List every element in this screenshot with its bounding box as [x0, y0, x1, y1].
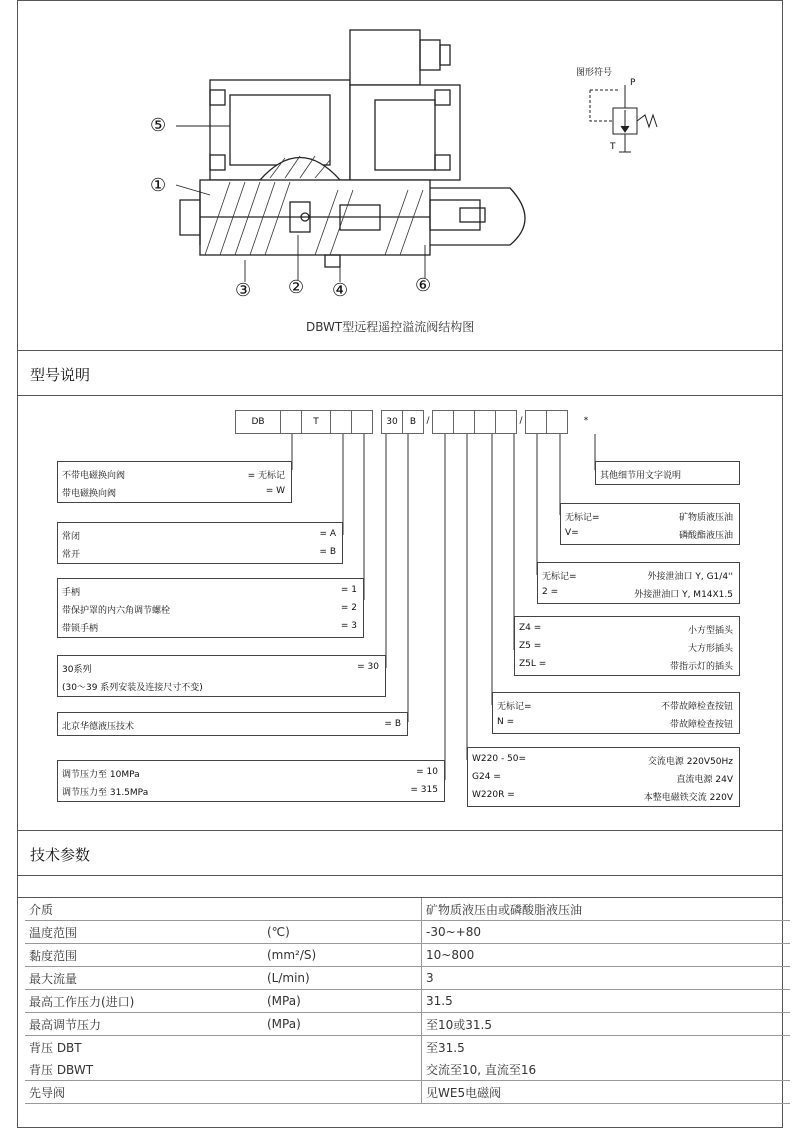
option-label: Z5 =: [519, 641, 542, 651]
code-slash: /: [519, 416, 523, 426]
callout-6: ⑥: [415, 275, 432, 296]
param-unit: (L/min): [263, 967, 422, 990]
model-section-title: 型号说明: [30, 366, 91, 384]
symbol-port-t: T: [610, 142, 616, 152]
option-group-series: [57, 655, 386, 697]
option-label: 带电磁换向阀: [62, 489, 117, 499]
param-name: 介质: [25, 898, 263, 921]
option-group-plug: [514, 616, 740, 676]
option-label: 手柄: [62, 588, 81, 598]
option-group-normal-state: [57, 522, 343, 564]
param-name: 背压 DBWT: [25, 1058, 263, 1081]
option-label: 30系列: [62, 665, 92, 675]
table-row: [25, 967, 790, 990]
callout-3: ③: [235, 280, 252, 301]
option-value: = B: [319, 547, 336, 557]
option-value: = 315: [410, 785, 438, 795]
option-value: = B: [384, 719, 401, 729]
option-label: G24 =: [472, 772, 501, 782]
option-value: 不带故障检查按钮: [660, 702, 733, 712]
option-group-power: [467, 747, 740, 807]
option-value: 大方形插头: [687, 644, 733, 654]
param-name: 最高调节压力: [25, 1013, 263, 1036]
table-row: [25, 1036, 790, 1059]
diagram-caption: DBWT型远程遥控溢流阀结构图: [306, 320, 475, 334]
param-unit: (MPa): [263, 1013, 422, 1036]
param-value: 至31.5: [426, 1040, 465, 1055]
param-value: 交流至10, 直流至16: [422, 1058, 791, 1081]
table-row: [25, 1081, 790, 1104]
option-label: 无标记=: [497, 702, 532, 712]
option-label: W220 - 50=: [472, 754, 527, 764]
option-value: = 2: [340, 603, 357, 613]
callout-5: ⑤: [150, 115, 167, 136]
option-value: = A: [319, 529, 336, 539]
option-label: N =: [497, 717, 515, 727]
option-label: (30～39 系列安装及连接尺寸不变): [62, 683, 203, 693]
option-group-solenoid: [57, 461, 292, 503]
code-cell: B: [402, 410, 424, 434]
code-star: *: [583, 416, 589, 426]
option-value: 外接泄油口 Y, M14X1.5: [634, 590, 733, 600]
code-cell: DB: [235, 410, 281, 434]
param-unit: (mm²/S): [263, 944, 422, 967]
symbol-port-p: P: [630, 78, 636, 88]
table-row: [25, 1058, 790, 1081]
option-value: 本整电磁铁交流 220V: [643, 793, 733, 803]
param-value: 矿物质液压由或磷酸脂液压油: [422, 898, 791, 921]
code-cell: T: [301, 410, 331, 434]
option-group-maker: [57, 712, 408, 736]
option-label: 带保护罩的内六角调节螺栓: [62, 606, 171, 616]
option-label: 常闭: [62, 532, 81, 542]
option-label: 北京华德液压技术: [62, 722, 135, 732]
option-value: 其他细节用文字说明: [600, 471, 682, 481]
option-value: = 1: [340, 585, 357, 595]
option-group-drain: [537, 562, 740, 604]
table-row: [25, 944, 790, 967]
divider: [17, 830, 783, 831]
param-name: 背压 DBT: [29, 1040, 82, 1055]
param-unit: [263, 1081, 422, 1104]
callout-4: ④: [332, 280, 349, 301]
symbol-title: 图形符号: [576, 68, 613, 78]
option-group-pressure: [57, 760, 445, 802]
option-value: = 无标记: [247, 471, 285, 481]
param-name: 温度范围: [25, 921, 263, 944]
param-name: 黏度范围: [25, 944, 263, 967]
code-cell: 30: [381, 410, 403, 434]
option-label: Z4 =: [519, 623, 542, 633]
option-label: 不带电磁换向阀: [62, 471, 126, 481]
param-value: 31.5: [422, 990, 791, 1013]
table-row: [25, 990, 790, 1013]
divider: [17, 875, 783, 876]
table-row: [25, 898, 790, 921]
param-value: 至10或31.5: [422, 1013, 791, 1036]
option-label: 调节压力至 31.5MPa: [62, 788, 149, 798]
param-name: 最高工作压力(进口): [25, 990, 263, 1013]
tech-table: [25, 898, 790, 1104]
option-value: 带指示灯的插头: [669, 662, 733, 672]
param-unit: [263, 1058, 422, 1081]
option-group-fault-button: [492, 692, 740, 734]
option-label: W220R =: [472, 790, 515, 800]
option-value: = 3: [340, 621, 357, 631]
table-row: [25, 921, 790, 944]
option-value: = 30: [357, 662, 379, 672]
option-value: 直流电源 24V: [676, 775, 733, 785]
param-value: 10~800: [422, 944, 791, 967]
option-value: = 10: [416, 767, 438, 777]
option-label: 无标记=: [542, 572, 577, 582]
option-label: 带锁手柄: [62, 624, 99, 634]
option-label: 常开: [62, 550, 81, 560]
param-value: 见WE5电磁阀: [422, 1081, 791, 1104]
option-value: 矿物质液压油: [678, 513, 733, 523]
option-label: 调节压力至 10MPa: [62, 770, 140, 780]
param-unit: [263, 1036, 422, 1059]
option-value: 交流电源 220V50Hz: [647, 757, 733, 767]
callout-1: ①: [150, 175, 167, 196]
option-label: Z5L =: [519, 659, 547, 669]
option-value: = W: [265, 486, 285, 496]
param-unit: [263, 898, 422, 921]
param-value: -30~+80: [422, 921, 791, 944]
table-row: [25, 1013, 790, 1036]
option-value: 小方型插头: [687, 626, 733, 636]
param-unit: (℃): [263, 921, 422, 944]
param-name: 先导阀: [25, 1081, 263, 1104]
option-value: 磷酸酯液压油: [678, 531, 733, 541]
option-group-fluid: [560, 503, 740, 545]
option-group-other: [595, 461, 740, 485]
option-value: 外接泄油口 Y, G1/4'': [647, 572, 733, 582]
option-value: 带故障检查按钮: [669, 720, 733, 730]
option-label: V=: [565, 528, 579, 538]
option-label: 无标记=: [565, 513, 600, 523]
code-slash: /: [426, 416, 430, 426]
tech-section-title: 技术参数: [30, 846, 91, 864]
option-label: 2 =: [542, 587, 559, 597]
param-name: 最大流量: [25, 967, 263, 990]
callout-2: ②: [288, 277, 305, 298]
param-unit: (MPa): [263, 990, 422, 1013]
option-group-adjustment: [57, 578, 364, 638]
param-value: 3: [422, 967, 791, 990]
